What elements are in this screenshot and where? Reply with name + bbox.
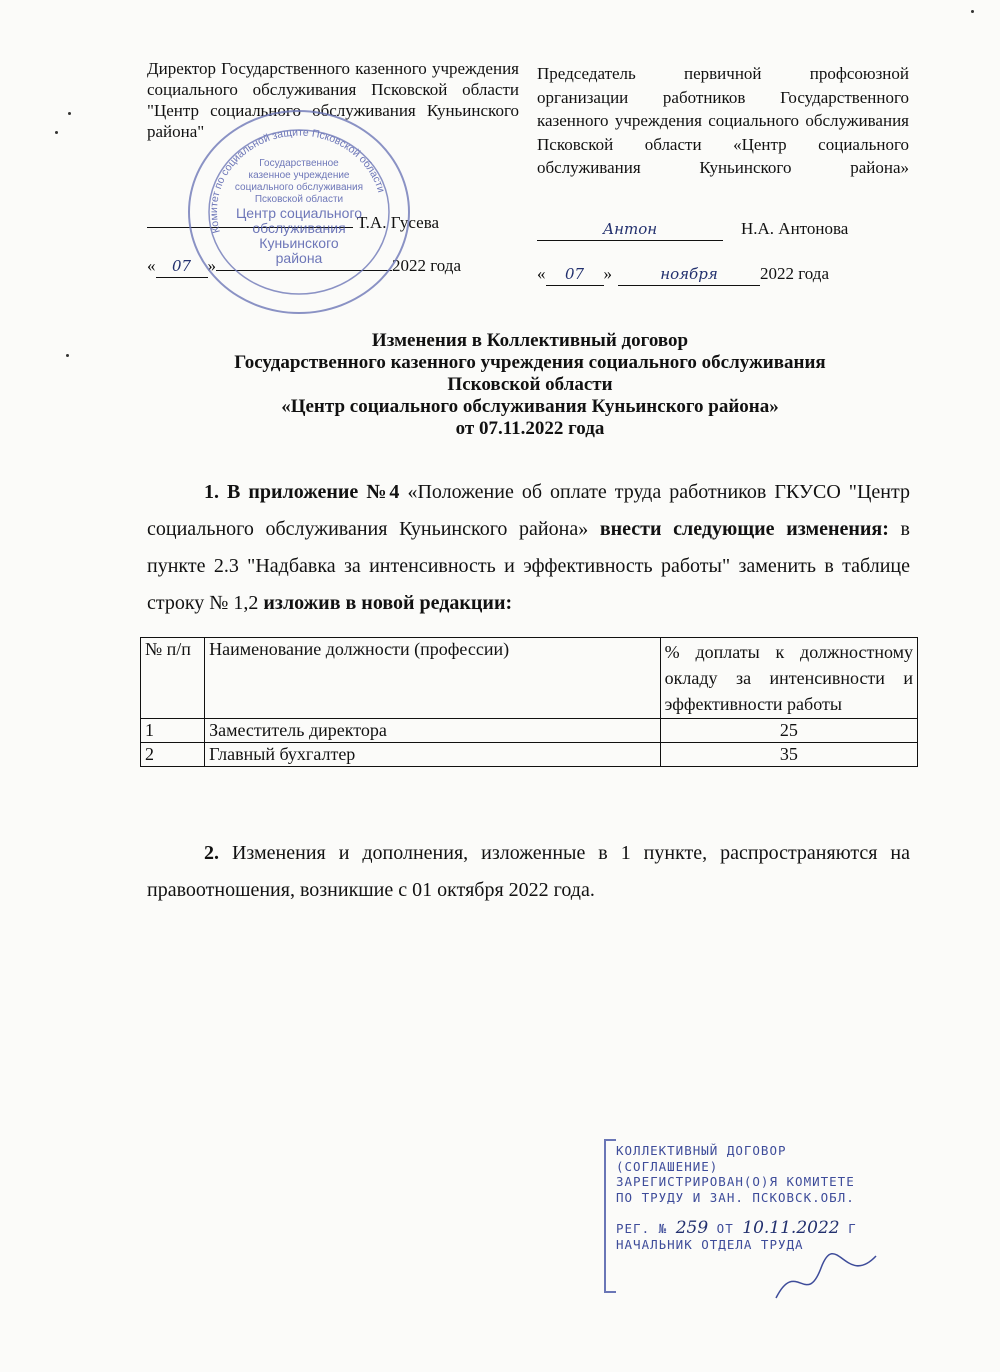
union-chair-date-day: 07	[564, 265, 585, 283]
registration-number: 259	[675, 1218, 709, 1238]
director-date-year: 2022 года	[392, 256, 462, 275]
director-name: Т.А. Гусева	[357, 213, 440, 232]
header-percent: % доплаты к должностному окладу за интенсивности и эффективности работы	[660, 638, 917, 719]
union-chair-signature-block	[537, 62, 909, 286]
registration-number-line: РЕГ. № 259 ОТ 10.11.2022 Г	[616, 1218, 857, 1238]
union-chair-date-year: 2022 года	[760, 264, 830, 283]
paragraph-2: 2. Изменения и дополнения, изложенные в 1 пункте, распространяются на правоотношения, возникшие с 01 октября 2022 года.	[147, 842, 910, 901]
header-position: Наименование должности (профессии)	[205, 638, 661, 719]
union-chair-date-month: ноября	[660, 265, 718, 283]
document-title: Изменения в Коллективный договор Государственного казенного учреждения социального обслуживания Псковской области «Центр социального обслуживания Куньинского района» от 07.11.2022 года	[234, 330, 826, 439]
registration-signature-scribble	[766, 1248, 886, 1308]
organization-round-stamp	[188, 110, 410, 314]
union-chair-date: « 07 » ноября 2022 года	[537, 263, 909, 286]
scan-speck	[971, 10, 974, 13]
positions-table	[140, 637, 918, 767]
union-chair-signature-line	[537, 218, 909, 241]
scan-speck	[68, 112, 71, 115]
director-date: « 07 » 2022 года	[147, 255, 519, 278]
union-chair-handwritten-signature: Антон	[602, 220, 658, 238]
registration-date: 10.11.2022	[742, 1218, 840, 1238]
registration-stamp: КОЛЛЕКТИВНЫЙ ДОГОВОР (СОГЛАШЕНИЕ) ЗАРЕГИСТРИРОВАН(О)Я КОМИТЕТЕ ПО ТРУДУ И ЗАН. ПСКОВСК.ОБЛ. РЕГ. № 259 ОТ 10.11.2022 Г НАЧАЛЬНИК ОТДЕЛА ТРУДА	[616, 1143, 870, 1252]
table-header-row	[141, 638, 918, 719]
director-date-day: 07	[171, 257, 192, 275]
union-chair-position: Председатель первичной профсоюзной организации работников Государственного казенного учреждения социального обслуживания Псковской области «Центр социального обслуживания Куньинского района»	[537, 64, 909, 177]
table-row: 1 Заместитель директора 25	[141, 719, 918, 743]
stamp-outer-text: Комитет по социальной защите Псковской области	[207, 126, 388, 235]
registration-signer: НАЧАЛЬНИК ОТДЕЛА ТРУДА	[616, 1236, 804, 1252]
table-row: 2 Главный бухгалтер 35	[141, 743, 918, 767]
header-number: № п/п	[141, 638, 205, 719]
director-position: Директор Государственного казенного учреждения социального обслуживания Псковской области "Центр социального обслуживания Куньинского района"	[147, 59, 519, 141]
scan-speck	[66, 354, 69, 357]
scan-speck	[55, 131, 58, 134]
stamp-center-text: Государственное казенное учреждение социального обслуживания Псковской области Центр социального обслуживания Куньинского района	[234, 158, 364, 266]
union-chair-name: Н.А. Антонова	[741, 219, 849, 238]
paragraph-1: 1. В приложение №4 «Положение об оплате труда работников ГКУСО "Центр социального обслуживания Куньинского района» внести следующие изменения: в пункте 2.3 "Надбавка за интенсивность и эффективность работы" заменить в таблице строку № 1,2 изложив в новой редакции:	[147, 481, 910, 614]
